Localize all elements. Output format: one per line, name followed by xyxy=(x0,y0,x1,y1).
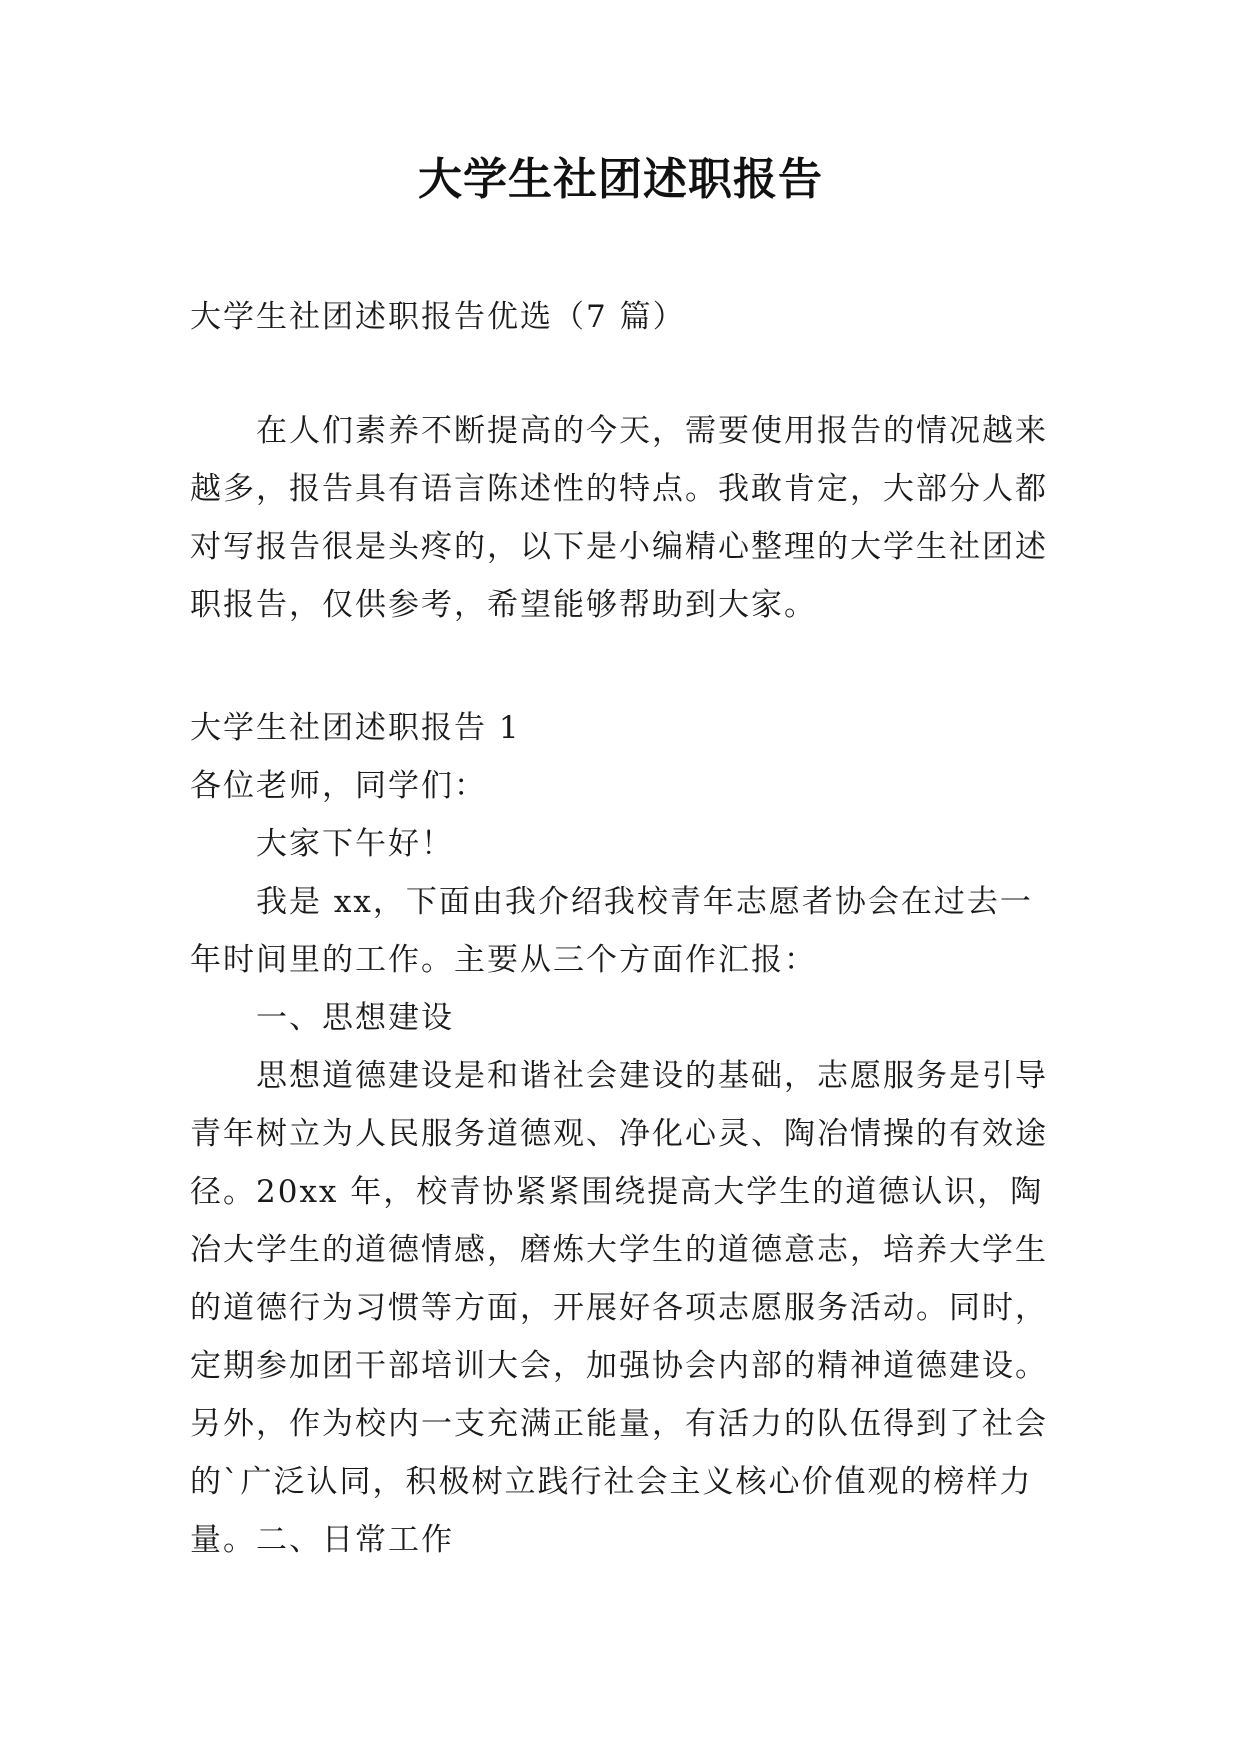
document-subtitle: 大学生社团述职报告优选（7 篇） xyxy=(190,299,686,335)
heading-ideological-construction: 一、思想建设 xyxy=(256,1000,454,1036)
greeting-line: 各位老师，同学们： xyxy=(190,768,487,804)
hello-line: 大家下午好！ xyxy=(256,826,454,862)
intro-paragraph: 在人们素养不断提高的今天，需要使用报告的情况越来越多，报告具有语言陈述性的特点。我敢肯定，大部分人都对写报告很是头疼的，以下是小编精心整理的大学生社团述职报告，仅供参考，希望能够帮助到大家。 xyxy=(190,413,1048,623)
document-title: 大学生社团述职报告 xyxy=(418,154,823,205)
section-heading: 大学生社团述职报告 1 xyxy=(190,710,521,746)
report-intro-paragraph: 我是 xx，下面由我介绍我校青年志愿者协会在过去一年时间里的工作。主要从三个方面作汇报： xyxy=(190,884,1033,978)
ideological-construction-paragraph: 思想道德建设是和谐社会建设的基础，志愿服务是引导青年树立为人民服务道德观、净化心灵、陶冶情操的有效途径。20xx 年，校青协紧紧围绕提高大学生的道德认识，陶冶大学生的道德情感，磨炼大学生的道德意志，培养大学生的道德行为习惯等方面，开展好各项志愿服务活动。同时，定期参加团干部培训大会，加强协会内部的精神道德建设。另外，作为校内一支充满正能量，有活力的队伍得到了社会的`广泛认同，积极树立践行社会主义核心价值观的榜样力量。 xyxy=(190,1058,1048,1558)
heading-daily-work: 二、日常工作 xyxy=(256,1522,454,1558)
